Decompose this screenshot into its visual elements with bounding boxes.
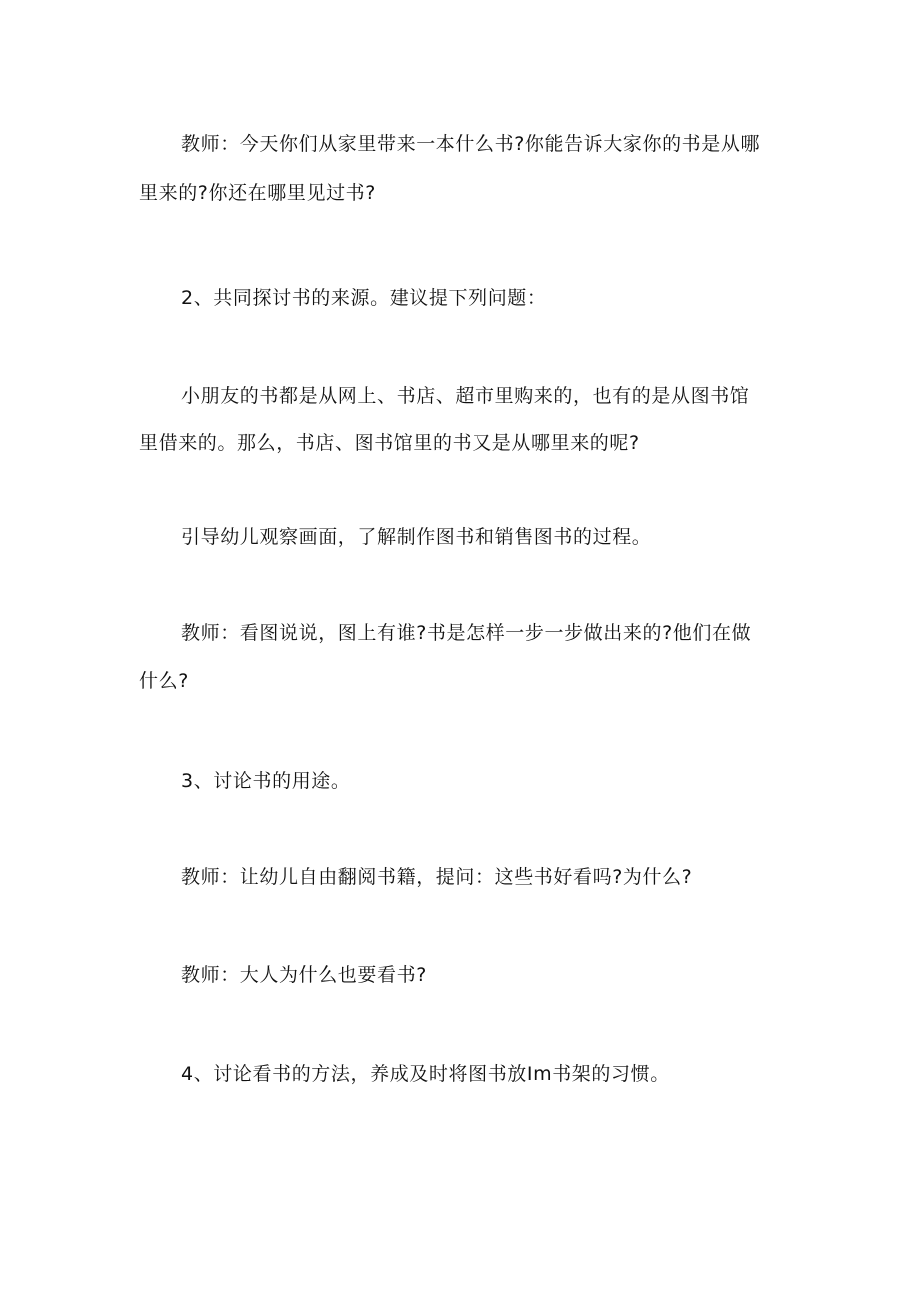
paragraph-teacher-question-line-1: 教师：今天你们从家里带来一本什么书?你能告诉大家你的书是从哪: [181, 133, 761, 155]
paragraph-book-source-line-2: 里借来的。那么，书店、图书馆里的书又是从哪里来的呢?: [139, 432, 640, 454]
paragraph-teacher-picture-line-2: 什么?: [139, 670, 189, 692]
paragraph-teacher-adults: 教师：大人为什么也要看书?: [181, 964, 427, 986]
paragraph-teacher-question-line-2: 里来的?你还在哪里见过书?: [139, 182, 376, 204]
paragraph-book-source-line-1: 小朋友的书都是从网上、书店、超市里购来的，也有的是从图书馆: [181, 385, 750, 407]
section-3-heading: 3、讨论书的用途。: [181, 770, 351, 792]
paragraph-teacher-browse: 教师：让幼儿自由翻阅书籍，提问：这些书好看吗?为什么?: [181, 866, 693, 888]
section-2-heading: 2、共同探讨书的来源。建议提下列问题：: [181, 287, 547, 309]
paragraph-teacher-picture-line-1: 教师：看图说说，图上有谁?书是怎样一步一步做出来的?他们在做: [181, 622, 752, 644]
section-4-heading: 4、讨论看书的方法，养成及时将图书放Im书架的习惯。: [181, 1063, 670, 1085]
paragraph-guide-observation: 引导幼儿观察画面，了解制作图书和销售图书的过程。: [181, 526, 652, 548]
